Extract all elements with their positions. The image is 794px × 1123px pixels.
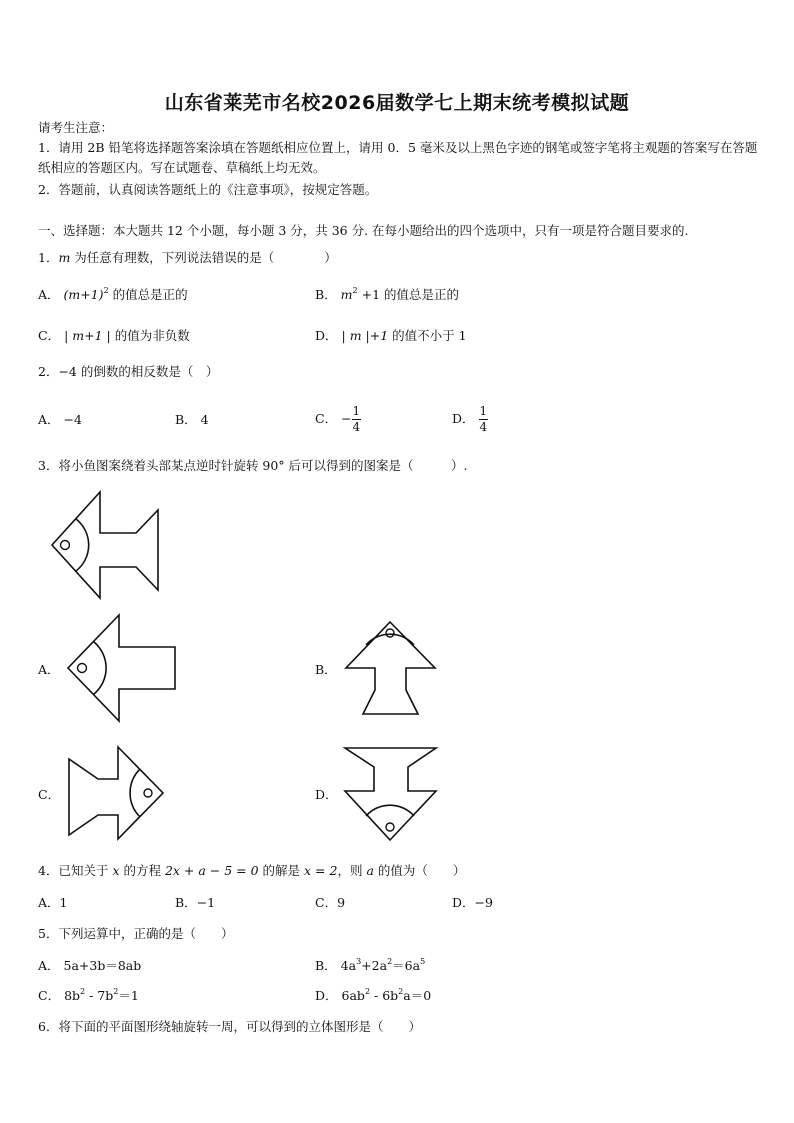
question-4-option-c: C．9 — [315, 895, 346, 910]
question-1-option-a: A． $(m+1)^2$ 的值总是正的 — [38, 286, 188, 302]
question-2-option-a: A． −4 — [38, 412, 82, 427]
option-d-figure — [342, 745, 440, 843]
question-1-stem: 1．m 为任意有理数，下列说法错误的是（ ） — [38, 250, 337, 265]
question-3-stem: 3．将小鱼图案绕着头部某点逆时针旋转 90° 后可以得到的图案是（ ）. — [38, 458, 468, 473]
option-c-figure — [66, 745, 166, 843]
question-3-option-b-label: B． — [315, 662, 337, 677]
fish-original-figure — [48, 490, 163, 600]
question-5-stem: 5．下列运算中，正确的是（ ） — [38, 926, 234, 941]
question-4-option-a: A．1 — [38, 895, 68, 910]
page-title: 山东省莱芜市名校2026届数学七上期末统考模拟试题 — [164, 92, 630, 114]
question-2-option-b: B． 4 — [175, 412, 209, 427]
question-4-stem: 4．已知关于 x 的方程 2x + a − 5 = 0 的解是 x = 2，则 a 的值为（ ） — [38, 863, 466, 878]
notice-line-1: 1．请用 2B 铅笔将选择题答案涂填在答题纸相应位置上，请用 0．5 毫米及以上黑色字迹的钢笔或签字笔将主观题的答案写在答题纸相应的答题区内。写在试题卷、草稿纸上均无效。 — [38, 140, 758, 175]
question-1-option-d: D． | m |+1 的值不小于 1 — [315, 328, 467, 343]
question-5-option-b: B． $4a^3+2a^2=6a^5$ — [315, 957, 426, 973]
section-heading: 一、选择题：本大题共 12 个小题，每小题 3 分，共 36 分. 在每小题给出的四个选项中，只有一项是符合题目要求的. — [38, 223, 689, 238]
question-6-stem: 6．将下面的平面图形绕轴旋转一周，可以得到的立体图形是（ ） — [38, 1019, 421, 1034]
question-1-option-b: B． $m^2 +1$ 的值总是正的 — [315, 286, 460, 302]
question-2-option-c: C． − $\frac{1}{4}$ — [315, 404, 361, 434]
question-3-option-c-label: C． — [38, 787, 61, 802]
question-4-option-d: D．−9 — [452, 895, 493, 910]
option-b-figure — [344, 620, 438, 718]
question-3-option-a-label: A． — [38, 662, 60, 677]
notice-line-2: 2．答题前，认真阅读答题纸上的《注意事项》，按规定答题。 — [38, 182, 378, 197]
question-2-stem: 2．−4 的倒数的相反数是（ ） — [38, 364, 219, 379]
question-4-option-b: B．−1 — [175, 895, 216, 910]
question-5-option-c: C． $8b^2 - 7b^2=1$ — [38, 987, 139, 1003]
question-5-option-a: A． 5a+3b＝8ab — [38, 958, 142, 973]
notice-heading: 请考生注意： — [38, 120, 114, 135]
question-2-option-d: D． $\frac{1}{4}$ — [452, 404, 488, 434]
question-1-option-c: C． | m+1 | 的值为非负数 — [38, 328, 190, 343]
option-a-figure — [64, 613, 180, 725]
question-3-option-d-label: D． — [315, 787, 338, 802]
question-5-option-d: D． $6ab^2 - 6b^2a=0$ — [315, 987, 432, 1003]
